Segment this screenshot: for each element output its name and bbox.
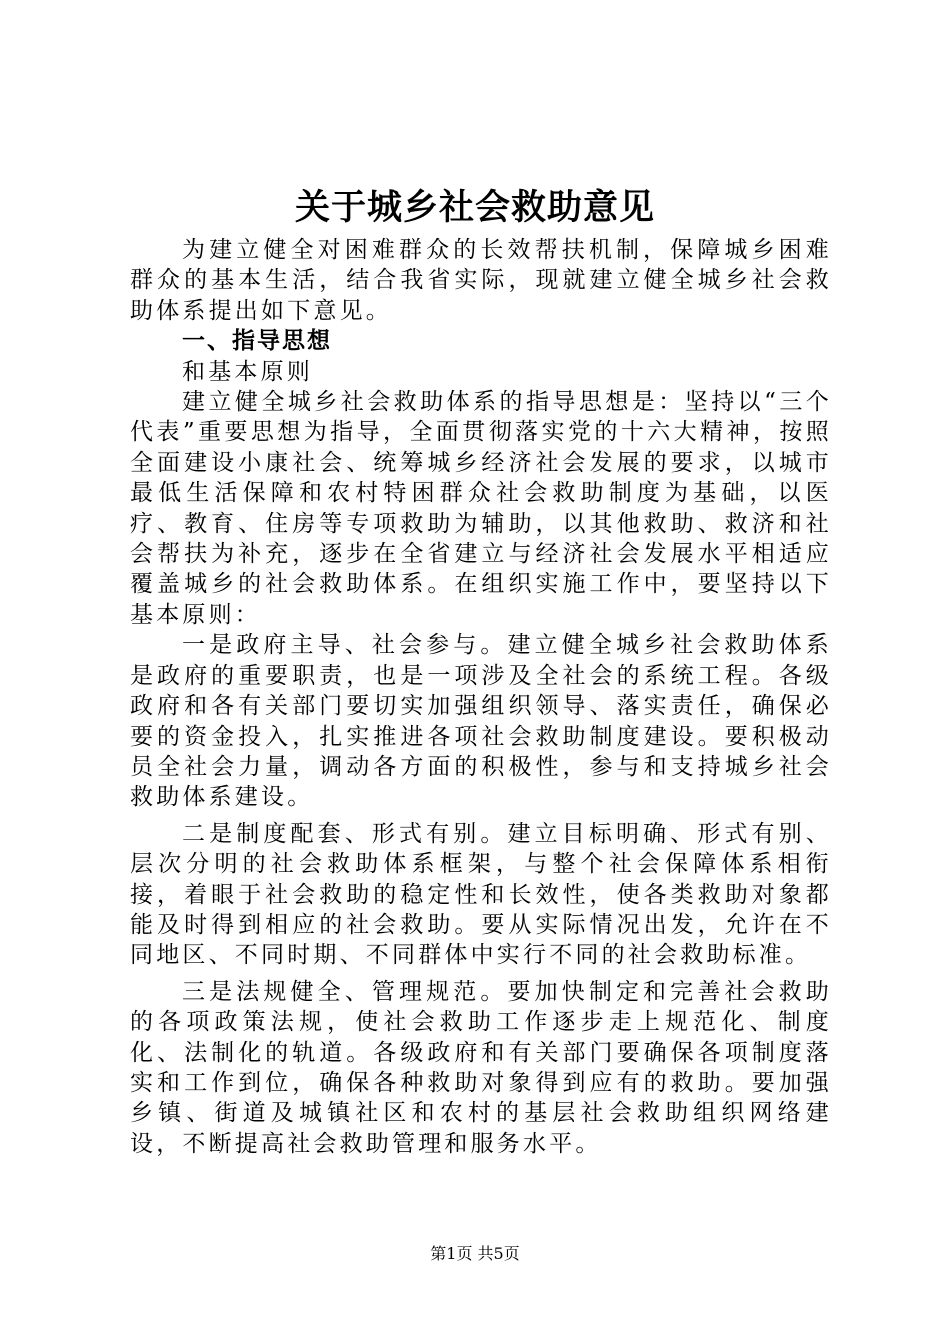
document-body [130, 235, 832, 1159]
page-footer: 第1页 共5页 [430, 1244, 520, 1263]
guiding-thought-paragraph: 建立健全城乡社会救助体系的指导思想是：坚持以“三个代表”重要思想为指导，全面贯彻落实党的十六大精神，按照全面建设小康社会、统筹城乡经济社会发展的要求，以城市最低生活保障和农村特困群众社会救助制度为基础，以医疗、教育、住房等专项救助为辅助，以其他救助、救济和社会帮扶为补充，逐步在全省建立与经济社会发展水平相适应覆盖城乡的社会救助体系。在组织实施工作中，要坚持以下基本原则： [130, 389, 832, 628]
section-subheading: 和基本原则 [182, 358, 313, 385]
document-title: 关于城乡社会救助意见 [294, 188, 655, 228]
principle-3-paragraph: 三是法规健全、管理规范。要加快制定和完善社会救助的各项政策法规，使社会救助工作逐步走上规范化、制度化、法制化的轨道。各级政府和有关部门要确保各项制度落实和工作到位，确保各种救助对象得到应有的救助。要加强乡镇、街道及城镇社区和农村的基层社会救助组织网络建设，不断提高社会救助管理和服务水平。 [130, 978, 832, 1157]
principle-1-paragraph: 一是政府主导、社会参与。建立健全城乡社会救助体系是政府的重要职责，也是一项涉及全社会的系统工程。各级政府和各有关部门要切实加强组织领导、落实责任，确保必要的资金投入，扎实推进各项社会救助制度建设。要积极动员全社会力量，调动各方面的积极性，参与和支持城乡社会救助体系建设。 [130, 632, 832, 811]
principle-2-paragraph: 二是制度配套、形式有别。建立目标明确、形式有别、层次分明的社会救助体系框架，与整个社会保障体系相衔接，着眼于社会救助的稳定性和长效性，使各类救助对象都能及时得到相应的社会救助。要从实际情况出发，允许在不同地区、不同时期、不同群体中实行不同的社会救助标准。 [130, 820, 832, 969]
section-heading: 一、指导思想 [182, 328, 332, 355]
intro-paragraph: 为建立健全对困难群众的长效帮扶机制，保障城乡困难群众的基本生活，结合我省实际，现就建立健全城乡社会救助体系提出如下意见。 [130, 237, 832, 324]
